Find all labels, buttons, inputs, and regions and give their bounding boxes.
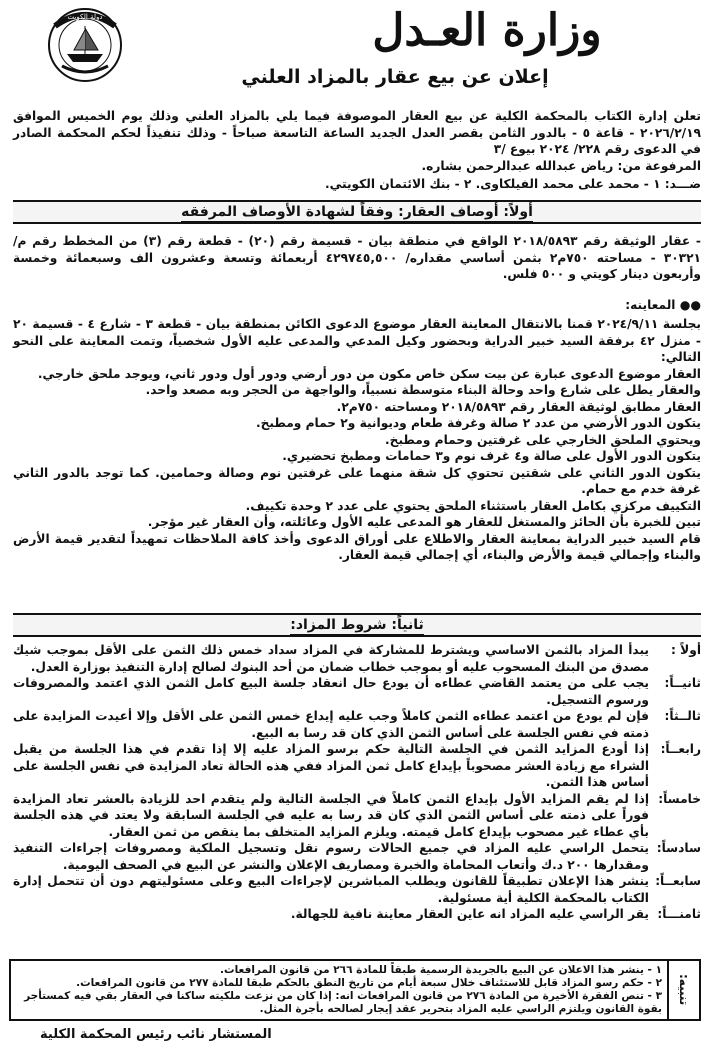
inspection-item: بجلسة ٢٠٢٤/٩/١١ قمنا بالانتقال المعاينة العقار موضوع الدعوى الكائن بمنطقة بيان - قطعة ٣ - شارع ٤ - قسيمة ٢٠ - منزل ٤٢ برفقة السيد خبير الدراية وبحضور وكيل المدعي والمدعى عليه الأول شخصياً، وتمت المعاينة على النحو التالي: (13, 317, 701, 364)
signature: المستشار نائب رئيس المحكمة الكلية (40, 1027, 272, 1042)
conditions-list (13, 642, 701, 923)
inspection-item: تبين للخبرة بأن الحائز والمستغل للعقار هو المدعى عليه الأول وعائلته، وأن العقار غير مؤجر. (147, 515, 701, 529)
inspection-item: التكييف مركزي بكامل العقار باستثناء الملحق يحتوي على عدد ٢ وحدة تكييف. (245, 498, 701, 513)
condition-item (13, 791, 701, 841)
notes-box (9, 959, 701, 1021)
inspection-item: العقار موضوع الدعوى عبارة عن بيت سكن خاص مكون من دور أرضي ودور أول ودور ثاني، ويوجد ملحق خارجي. (37, 366, 701, 381)
plaintiff-line: المرفوعة من: رياض عبدالله عبدالرحمن بشاره. (421, 159, 701, 173)
condition-item (13, 675, 701, 708)
condition-item (13, 642, 701, 675)
condition-item (13, 840, 701, 873)
condition-label: سابعــاً: (655, 874, 701, 888)
note-item: ٢ - حكم رسو المزاد قابل للاستئناف خلال سبعة أيام من تاريخ النطق بالحكم طبقا للمادة ٢٧٧ من قانون المرافعات. (76, 977, 662, 989)
note-item: ١ - ينشر هذا الاعلان عن البيع بالجريدة الرسمية طبقاً للمادة ٢٦٦ من قانون المرافعات. (220, 964, 662, 976)
inspection-item: قام السيد خبير الدراية بمعاينة العقار والاطلاع على أوراق الدعوى وأخذ كافة الملاحظات تمهيداً لتقدير قيمة الأرض والبناء وإجمالي قيمة والأرض والبناء، أي إجمالي قيمة العقار. (13, 531, 701, 562)
condition-item (13, 708, 701, 741)
emblem-text: دولة الكويت (67, 13, 103, 21)
section1-heading (13, 200, 701, 224)
inspection-item: والعقار يطل على شارع واحد وحالة البناء متوسطة نسبياً، والواجهة من الحجر وبه مصعد واحد. (145, 383, 701, 397)
inspection-item: العقار مطابق لوثيقة العقار رقم ٢٠١٨/٥٨٩٣ ومساحته ٧٥٠م٢. (336, 399, 701, 414)
condition-label: أولاً : (671, 643, 701, 657)
condition-item (13, 906, 701, 923)
kuwait-emblem-icon (42, 6, 128, 84)
inspection-label: ●● المعاينه: (625, 298, 701, 312)
condition-text: إذا لم يقم المزايد الأول بإيداع الثمن كاملاً في الجلسة التالية ولم يتقدم احد للزيادة بالعشر تعاد المزايدة فوراً على ذمته على أساس الثمن الذي كان قد رسا به عليه في الجلسة السابقة ولا يعتد في هذه الجلسة بأي عطاء غير مصحوب بإيداع كامل قيمته. ويلزم المزايد المتخلف بما ينقص من ثمن العقار. (13, 791, 649, 839)
note-item: ٣ - تنص الفقرة الأخيرة من المادة ٢٧٦ من قانون المرافعات انه: إذا كان من نزعت ملكيته ساكنا في العقار بقي فيه كمستأجر بقوة القانون ويلتزم الراسي عليه المزاد بتحرير عقد إيجار لصالحه بأجرة المثل. (24, 990, 662, 1015)
condition-text: يقر الراسي عليه المزاد انه عاين العقار معاينة نافية للجهالة. (290, 907, 649, 921)
inspection-item: يتكون الدور الأرضي من عدد ٢ صالة وغرفة طعام وديوانية و٢ حمام ومطبخ. (255, 416, 701, 430)
condition-label: ثالــثاً: (664, 709, 701, 723)
section1-title: أولاً: أوصاف العقار: وفقاً لشهادة الأوصاف المرفقه (181, 204, 533, 223)
property-description: - عقار الوثيقة رقم ٢٠١٨/٥٨٩٣ الواقع في منطقة بيان - قسيمة رقم (٢٠) - قطعة رقم (٣) من المخطط رقم م/٣٠٣٢١ - مساحته ٧٥٠م٢ بثمن أساسي مقداره/ ٤٢٩٧٤٥,٥٠٠ أربعمائة وتسعة وعشرون الف وسبعمائة وخمسة وأربعون دينار كويتي و ٥٠٠ فلس. (13, 234, 701, 281)
inspection-item: يتكون الدور الثاني على شقتين تحتوي كل شقة منهما على غرفتين نوم وصالة وحمامين. كما توجد بالدور الثاني غرفة خدم مع حمام. (13, 465, 701, 496)
condition-label: خامساً: (658, 791, 701, 806)
condition-text: يبدأ المزاد بالثمن الاساسي ويشترط للمشاركة في المزاد سداد خمس ذلك الثمن على الأقل بموجب شيك مصدق من البنك المسحوب عليه أو بموجب خطاب ضمان من أحد البنوك لصالح إدارة التنفيذ بوزارة العدل. (13, 643, 649, 674)
condition-label: ثامنـــاً: (657, 907, 701, 921)
defendants-line: ضـــد: ١ - محمد على محمد الفيلكاوى. ٢ - بنك الائتمان الكويتي. (325, 177, 701, 191)
condition-label: سادساً: (656, 841, 701, 855)
condition-text: يجب على من يعتمد القاضي عطاءه أن يودع حال انعقاد جلسة البيع كامل الثمن الذي اعتمد والمصروفات ورسوم التسجيل. (13, 676, 649, 707)
condition-text: ينشر هذا الإعلان تطبيقاً للقانون ويطلب المباشرين لإجراءات البيع وعلى مسئوليتهم دون أن تتحمل إدارة الكتاب بالمحكمة الكلية أية مسئولية. (13, 874, 649, 905)
section2-title: ثانياً: شروط المزاد: (290, 617, 424, 636)
inspection-list (13, 316, 701, 564)
inspection-item: ويحتوي الملحق الخارجي على غرفتين وحمام ومطبخ. (385, 432, 701, 447)
inspection-item: يتكون الدور الأول على صالة و٤ غرف نوم و٣ حمامات ومطبخ تحضيري. (282, 449, 701, 463)
condition-label: رابعــاً: (660, 742, 701, 756)
intro-paragraph: تعلن إدارة الكتاب بالمحكمة الكلية عن بيع العقار الموصوفة فيما يلي بالمزاد العلني وذلك يوم الخميس الموافق ٢٠٢٦/٢/١٩ - قاعة ٥ - بالدور الثامن بقصر العدل الجديد الساعة التاسعة صباحاً - وذلك تنفيذاً لحكم المحكمة الصادر في الدعوى رقم ٢٢٨/ ٢٠٢٤ بيوع /٣ (13, 109, 701, 156)
condition-item (13, 741, 701, 791)
ministry-title: وزارة العـدل (372, 5, 602, 56)
section2-heading (13, 613, 701, 637)
condition-text: يتحمل الراسي عليه المزاد في جميع الحالات رسوم نقل وتسجيل الملكية ومصروفات إجراءات التنفيذ ومقدارها ٢٠٠ د.ك وأتعاب المحاماة والخبرة ومصاريف الإعلان والنشر عن البيع في الصحف اليومية. (13, 841, 649, 872)
notes-body (11, 961, 667, 1019)
condition-label: ثانيــاً: (664, 676, 701, 690)
notes-label: تنبيه: (667, 961, 699, 1019)
condition-text: فإن لم يودع من اعتمد عطاءه الثمن كاملاً وجب عليه إيداع خمس الثمن على الأقل وإلا أعيدت المزايدة على ذمته في نفس الجلسة على أساس الثمن الذي كان قد رسا به البيع. (13, 709, 649, 740)
condition-item (13, 873, 701, 906)
condition-text: إذا أودع المزايد الثمن في الجلسة التالية حكم برسو المزاد عليه إلا إذا تقدم في هذا الجلسة من يقبل الشراء مع زيادة العشر مصحوباً بإيداع كامل ثمن المزاد ففي هذه الحالة تعاد المزايدة في نفس الجلسة على أساس هذا الثمن. (13, 742, 649, 789)
announcement-title: إعلان عن بيع عقار بالمزاد العلني (241, 66, 549, 88)
